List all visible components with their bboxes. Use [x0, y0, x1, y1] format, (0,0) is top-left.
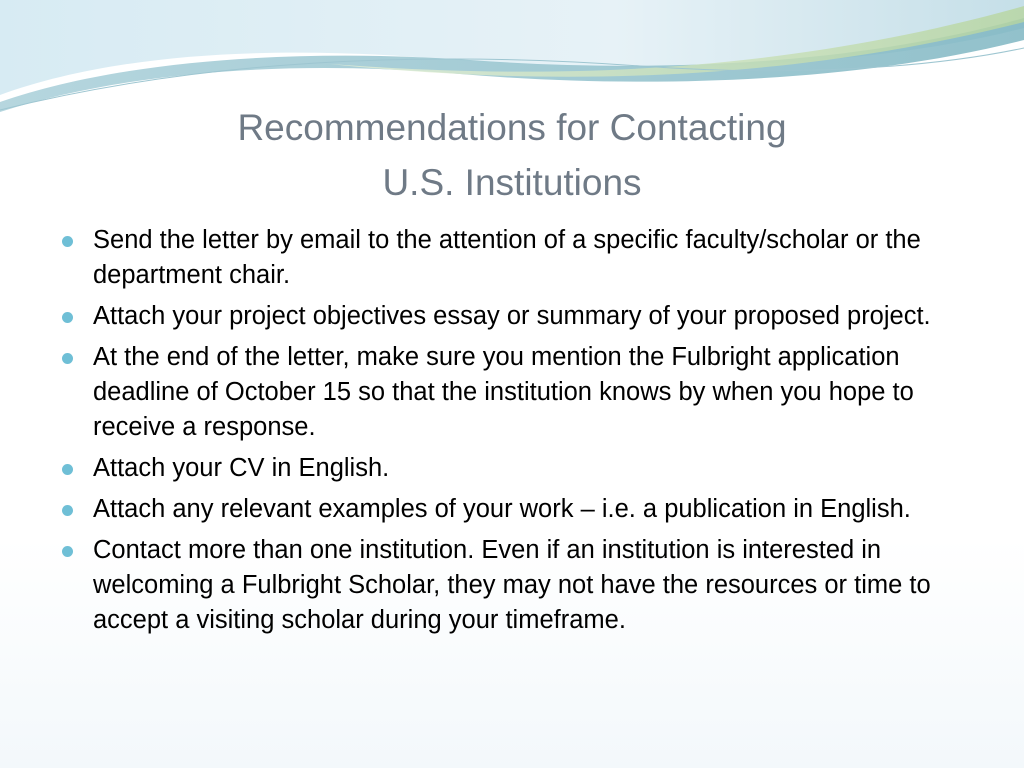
bullet-dot-icon: [62, 505, 73, 516]
bullet-text: Attach your project objectives essay or summary of your proposed project.: [93, 302, 931, 330]
slide-title-line-2: U.S. Institutions: [382, 162, 642, 203]
bullet-dot-icon: [62, 353, 73, 364]
bullet-dot-icon: [62, 546, 73, 557]
bullet-item: [62, 533, 972, 638]
bullet-text: Send the letter by email to the attention of a specific faculty/scholar or the department chair.: [93, 226, 921, 289]
bullet-item: [62, 451, 972, 486]
bullet-item: [62, 223, 972, 293]
bullet-item: [62, 492, 972, 527]
bullet-text: Attach any relevant examples of your work – i.e. a publication in English.: [93, 495, 911, 523]
bullet-dot-icon: [62, 236, 73, 247]
bullet-list: [62, 223, 972, 644]
bullet-text: Attach your CV in English.: [93, 454, 390, 482]
slide-title: [112, 100, 912, 210]
bullet-dot-icon: [62, 312, 73, 323]
bullet-item: [62, 340, 972, 445]
bullet-item: [62, 299, 972, 334]
bullet-text: At the end of the letter, make sure you mention the Fulbright application deadline of October 15 so that the institution knows by when you hope to receive a response.: [93, 343, 914, 441]
slide-title-line-1: Recommendations for Contacting: [237, 107, 787, 148]
bullet-dot-icon: [62, 464, 73, 475]
bullet-text: Contact more than one institution. Even if an institution is interested in welcoming a Fulbright Scholar, they may not have the resources or time to accept a visiting scholar during your timeframe.: [93, 536, 931, 634]
